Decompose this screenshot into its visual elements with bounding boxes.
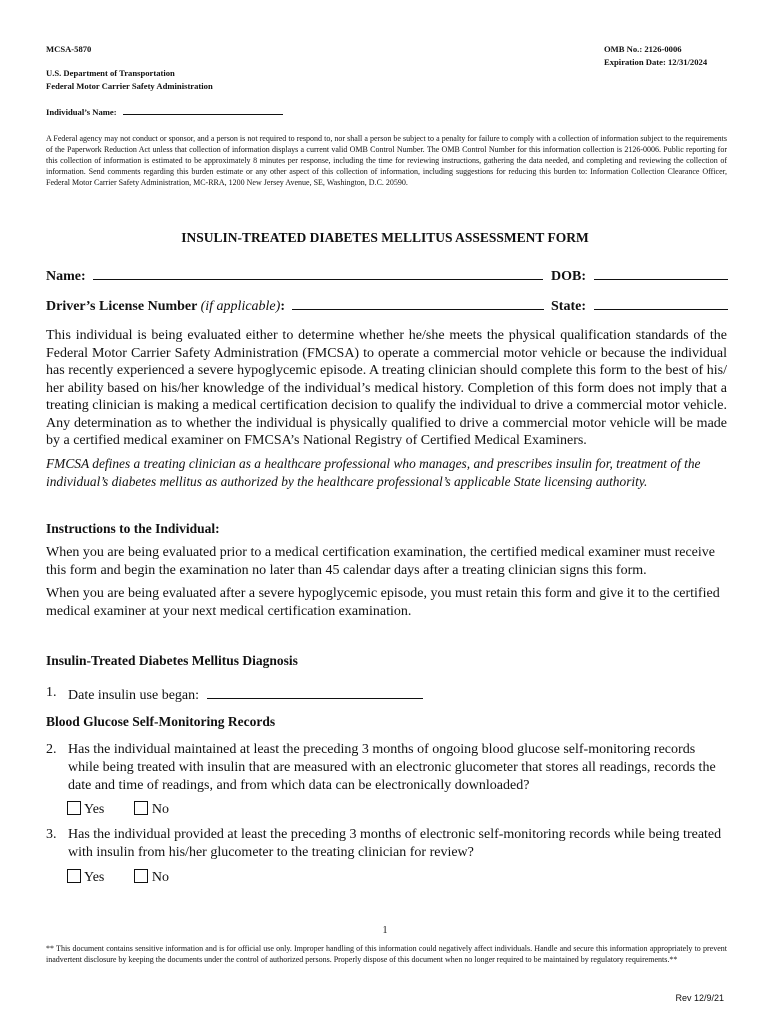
dob-field[interactable] — [594, 265, 728, 280]
department-name: U.S. Department of Transportation — [46, 68, 175, 78]
question-3-options — [67, 868, 169, 886]
question-3-no-label: No — [151, 870, 169, 885]
state-label: State: — [551, 299, 586, 314]
question-3 — [46, 826, 727, 864]
individual-name-label: Individual’s Name: — [46, 107, 117, 117]
sensitive-info-notice: ** This document contains sensitive information and is for official use only. Improper handling of this information could negatively affect individuals. Handle and secure this information appropriately to prevent inadvertent disclosure by keeping the documents under the control of authorized persons. Properly dispose of this document when no longer required to be maintained by regulatory requirements.** — [46, 944, 727, 964]
license-field[interactable] — [292, 295, 544, 310]
dob-label: DOB: — [551, 269, 586, 284]
omb-number: OMB No.: 2126-0006 — [604, 44, 682, 54]
agency-name: Federal Motor Carrier Safety Administration — [46, 81, 213, 91]
revision-date: Rev 12/9/21 — [675, 993, 724, 1003]
intro-paragraph: This individual is being evaluated either to determine whether he/she meets the physical qualification standards of the Federal Motor Carrier Safety Administration (FMCSA) to operate a commercial motor vehicle or because the individual has recently experienced a severe hypoglycemic episode. A treating clinician should complete this form to the best of his/ her ability based on his/her knowledge of the individual’s medical history. Completion of this form does not imply that a treating clinician is making a medical certification decision to qualify the individual to drive a commercial motor vehicle. Any determination as to whether the individual is physically qualified to drive a commercial motor vehicle will be made by a certified medical examiner on FMCSA’s National Registry of Certified Medical Examiners. — [46, 328, 727, 448]
definition-paragraph: FMCSA defines a treating clinician as a healthcare professional who manages, and prescribes insulin for, treatment of the individual’s diabetes mellitus as authorized by the healthcare professional’s applicable State licensing authority. — [46, 456, 701, 489]
individual-name-row — [46, 103, 283, 118]
form-title: INSULIN-TREATED DIABETES MELLITUS ASSESSMENT FORM — [181, 230, 589, 245]
name-label: Name: — [46, 269, 86, 284]
question-2-no-option[interactable] — [134, 801, 169, 818]
question-2-yes-checkbox[interactable] — [67, 801, 81, 815]
instructions-heading: Instructions to the Individual: — [46, 521, 220, 536]
diagnosis-heading: Insulin-Treated Diabetes Mellitus Diagnosis — [46, 653, 298, 668]
individual-name-field[interactable] — [123, 103, 283, 115]
question-3-text: Has the individual provided at least the preceding 3 months of electronic self-monitoring records while being treated with insulin from his/her glucometer to the treating clinician for review? — [68, 827, 722, 860]
paperwork-reduction-notice: A Federal agency may not conduct or sponsor, and a person is not required to respond to, nor shall a person be subject to a penalty for failure to comply with a collection of information subject to the requirements of the Paperwork Reduction Act unless that collection of information displays a current valid OMB Control Number. The OMB Control Number for this information collection is 2126-0006. Public reporting for this collection of information is estimated to be approximately 8 minutes per response, including the time for reviewing instructions, gathering the data needed, and completing and reviewing the collection of information. Send comments regarding this burden estimate or any other aspect of this collection of information, including suggestions for reducing this burden to: Information Collection Clearance Officer, Federal Motor Carrier Safety Administration, MC-RRA, 1200 New Jersey Avenue, SE, Washington, D.C. 20590. — [46, 134, 727, 187]
dob-row — [551, 265, 728, 285]
form-number: MCSA-5870 — [46, 44, 92, 54]
question-3-no-checkbox[interactable] — [134, 869, 148, 883]
question-1-row — [68, 684, 727, 705]
question-3-yes-label: Yes — [83, 870, 105, 885]
question-1-number: 1. — [46, 685, 57, 700]
name-field[interactable] — [93, 265, 543, 280]
expiration-date: Expiration Date: 12/31/2024 — [604, 57, 708, 67]
question-2-options — [67, 800, 169, 818]
question-2-no-checkbox[interactable] — [134, 801, 148, 815]
question-2-number: 2. — [46, 742, 57, 757]
instructions-paragraph-1: When you are being evaluated prior to a medical certification examination, the certified medical examiner must receive this form and begin the examination no later than 45 calendar days after a treating clinician signs this form. — [46, 545, 715, 578]
insulin-start-date-field[interactable] — [207, 684, 423, 699]
question-3-number: 3. — [46, 827, 57, 842]
question-2-yes-label: Yes — [83, 802, 105, 817]
license-label: Driver’s License Number — [46, 299, 198, 314]
question-2-text: Has the individual maintained at least the preceding 3 months of ongoing blood glucose self-monitoring records while being treated with insulin that are measured with an electronic glucometer that stores all readings, records the date and time of readings, and from which data can be electronically downloaded? — [68, 742, 716, 793]
records-heading: Blood Glucose Self-Monitoring Records — [46, 714, 276, 729]
question-1 — [46, 684, 727, 704]
state-row — [551, 295, 728, 315]
license-row — [46, 295, 544, 315]
instructions-paragraph-2: When you are being evaluated after a severe hypoglycemic episode, you must retain this form and give it to the certified medical examiner at your next medical certification examination. — [46, 586, 720, 619]
license-qualifier: (if applicable) — [200, 299, 281, 314]
question-1-text: Date insulin use began: — [68, 688, 200, 703]
question-2-no-label: No — [151, 802, 169, 817]
question-3-no-option[interactable] — [134, 869, 169, 886]
question-3-yes-checkbox[interactable] — [67, 869, 81, 883]
page-number: 1 — [382, 925, 388, 936]
name-row — [46, 265, 543, 285]
question-3-yes-option[interactable] — [67, 869, 104, 886]
question-2-yes-option[interactable] — [67, 801, 104, 818]
license-colon: : — [280, 299, 285, 314]
question-2 — [46, 741, 727, 797]
state-field[interactable] — [594, 295, 728, 310]
